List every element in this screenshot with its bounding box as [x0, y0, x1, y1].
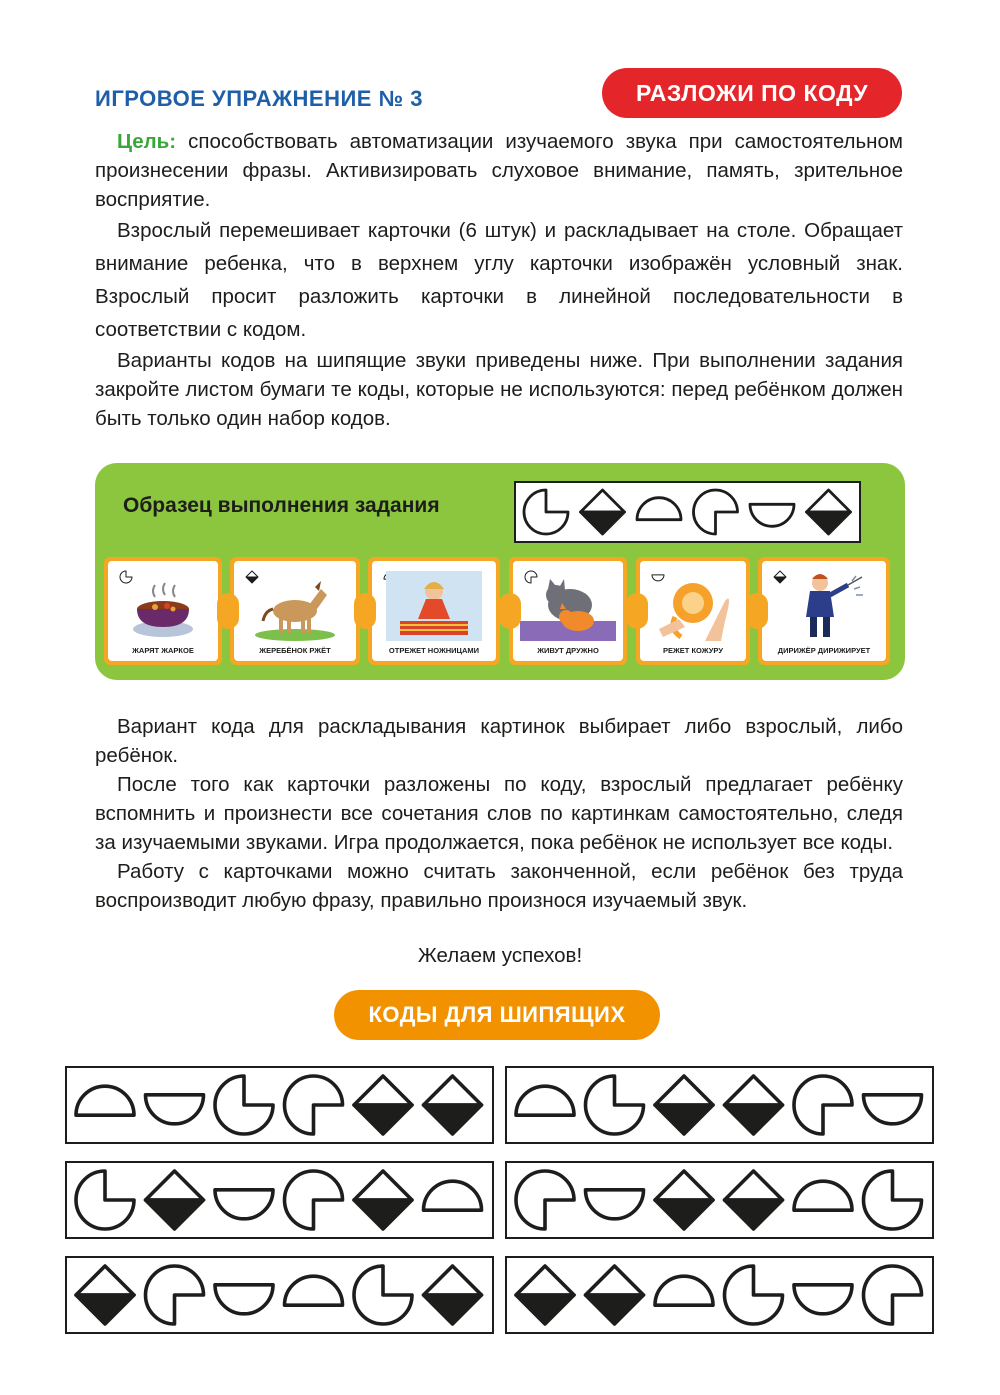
bowl-symbol-icon [794, 1285, 852, 1314]
dome-symbol-icon [285, 1276, 343, 1305]
code-strip [65, 1256, 494, 1334]
card-face [640, 561, 746, 661]
code-strip [505, 1066, 934, 1144]
card-caption: ОТРЕЖЕТ НОЖНИЦАМИ [388, 646, 480, 655]
card-face [762, 561, 886, 661]
bowl-symbol-icon [586, 1190, 644, 1219]
wish-text: Желаем успехов! [417, 944, 583, 967]
sample-code-symbols [516, 483, 859, 541]
outro-paragraph-2: После того как карточки разложены по коду, взрослый предлагает ребёнку вспомнить и произнести все сочетания слов по картинкам самостоятельно, следя за изучаемыми звуками. Игра продолжается, пока ребёнок не использует все коды. [95, 773, 903, 854]
code-strip [65, 1066, 494, 1144]
sample-card-row [104, 557, 894, 667]
card-caption: ЖИВУТ ДРУЖНО [537, 646, 599, 655]
card-caption: РЕЖЕТ КОЖУРУ [663, 646, 723, 655]
codes-badge: КОДЫ ДЛЯ ШИПЯЩИХ [334, 990, 660, 1040]
outro-paragraph-3: Работу с карточками можно считать законченной, если ребёнок без труда воспроизводит любую фразу, правильно произнося изучаемый звук. [95, 860, 903, 912]
sample-label: Образец выполнения задания [123, 494, 440, 517]
outro-paragraph-1: Вариант кода для раскладывания картинок выбирает либо взрослый, либо ребёнок. [95, 715, 903, 767]
dome-symbol-icon [637, 498, 681, 520]
sample-card [368, 557, 500, 665]
card-picture [776, 571, 872, 646]
outro-text [95, 712, 903, 915]
puzzle-knob [499, 593, 521, 629]
diamond-symbol-icon [76, 1266, 134, 1324]
conductor-icon [776, 571, 872, 641]
pac-symbol-icon [354, 1266, 412, 1324]
diamond-symbol-icon [516, 1266, 574, 1324]
pacdown-symbol-icon [285, 1076, 343, 1134]
sample-card [758, 557, 890, 665]
exercise-title: ИГРОВОЕ УПРАЖНЕНИЕ № 3 [95, 86, 423, 111]
pacdown-symbol-icon [694, 490, 738, 534]
code-strip [505, 1161, 934, 1239]
orange-peel-icon [645, 571, 741, 641]
pac-symbol-icon [864, 1171, 922, 1229]
dome-symbol-icon [794, 1181, 852, 1210]
diamond-symbol-icon [354, 1171, 412, 1229]
bowl-symbol-icon [215, 1285, 273, 1314]
exercise-name-badge: РАЗЛОЖИ ПО КОДУ [602, 68, 902, 118]
diamond-symbol-icon [354, 1076, 412, 1134]
card-caption: ДИРИЖЁР ДИРИЖИРУЕТ [777, 646, 871, 655]
diamond-symbol-icon [725, 1076, 783, 1134]
sample-card [230, 557, 360, 665]
bowl-symbol-icon [215, 1190, 273, 1219]
bowl-symbol-icon [146, 1095, 204, 1124]
puzzle-knob [626, 593, 648, 629]
diamond-symbol-icon [725, 1171, 783, 1229]
goal-label: Цель: [117, 130, 177, 153]
pac-symbol-icon [524, 490, 568, 534]
cat-kitten-icon [520, 571, 616, 641]
card-face [513, 561, 623, 661]
instructions-paragraph: Взрослый перемешивает карточки (6 штук) и раскладывает на столе. Обращает внимание ребенка, что в верхнем углу карточки изображён условный знак. Взрослый просит разложить карточки в линейной последовательности в соответствии с кодом. [95, 219, 903, 341]
card-caption: ЖЕРЕБЁНОК РЖЁТ [259, 646, 331, 655]
girl-scissors-icon [386, 571, 482, 641]
sample-card [636, 557, 750, 665]
sample-card [509, 557, 627, 665]
bowl-symbol-icon [750, 504, 794, 526]
diamond-symbol-icon [146, 1171, 204, 1229]
pac-symbol-icon [586, 1076, 644, 1134]
card-caption: ЖАРЯТ ЖАРКОЕ [132, 646, 194, 655]
card-face [372, 561, 496, 661]
card-picture [645, 571, 741, 646]
card-picture [386, 571, 482, 646]
sample-code-strip [514, 481, 861, 543]
pacdown-symbol-icon [864, 1266, 922, 1324]
pacdown-symbol-icon [146, 1266, 204, 1324]
puzzle-knob [746, 593, 768, 629]
puzzle-knob [354, 593, 376, 629]
pac-symbol-icon [725, 1266, 783, 1324]
diamond-symbol-icon [655, 1076, 713, 1134]
dome-symbol-icon [424, 1181, 482, 1210]
puzzle-knob [217, 593, 239, 629]
diamond-symbol-icon [655, 1171, 713, 1229]
goal-paragraph [95, 127, 903, 214]
pacdown-symbol-icon [285, 1171, 343, 1229]
sample-card [104, 557, 222, 665]
intro-text [95, 127, 903, 433]
bowl-symbol-icon [864, 1095, 922, 1124]
card-face [108, 561, 218, 661]
card-picture [115, 571, 211, 646]
dome-symbol-icon [516, 1086, 574, 1115]
diamond-symbol-icon [807, 490, 851, 534]
card-picture [520, 571, 616, 646]
diamond-symbol-icon [424, 1076, 482, 1134]
diamond-symbol-icon [424, 1266, 482, 1324]
code-strip [65, 1161, 494, 1239]
pac-symbol-icon [215, 1076, 273, 1134]
goal-text: способствовать автоматизации изучаемого звука при самостоятельном произнесении фразы. Активизировать слуховое внимание, память, зрительное восприятие. [95, 130, 903, 211]
dome-symbol-icon [655, 1276, 713, 1305]
codes-note-paragraph: Варианты кодов на шипящие звуки приведены ниже. При выполнении задания закройте листом бумаги те коды, которые не используются: перед ребёнком должен быть только один набор кодов. [95, 349, 903, 430]
code-strip [505, 1256, 934, 1334]
foal-icon [247, 571, 343, 641]
diamond-symbol-icon [581, 490, 625, 534]
card-face [234, 561, 356, 661]
pacdown-symbol-icon [516, 1171, 574, 1229]
pacdown-symbol-icon [794, 1076, 852, 1134]
pac-symbol-icon [76, 1171, 134, 1229]
card-picture [247, 571, 343, 646]
diamond-symbol-icon [586, 1266, 644, 1324]
pot-icon [115, 571, 211, 641]
dome-symbol-icon [76, 1086, 134, 1115]
